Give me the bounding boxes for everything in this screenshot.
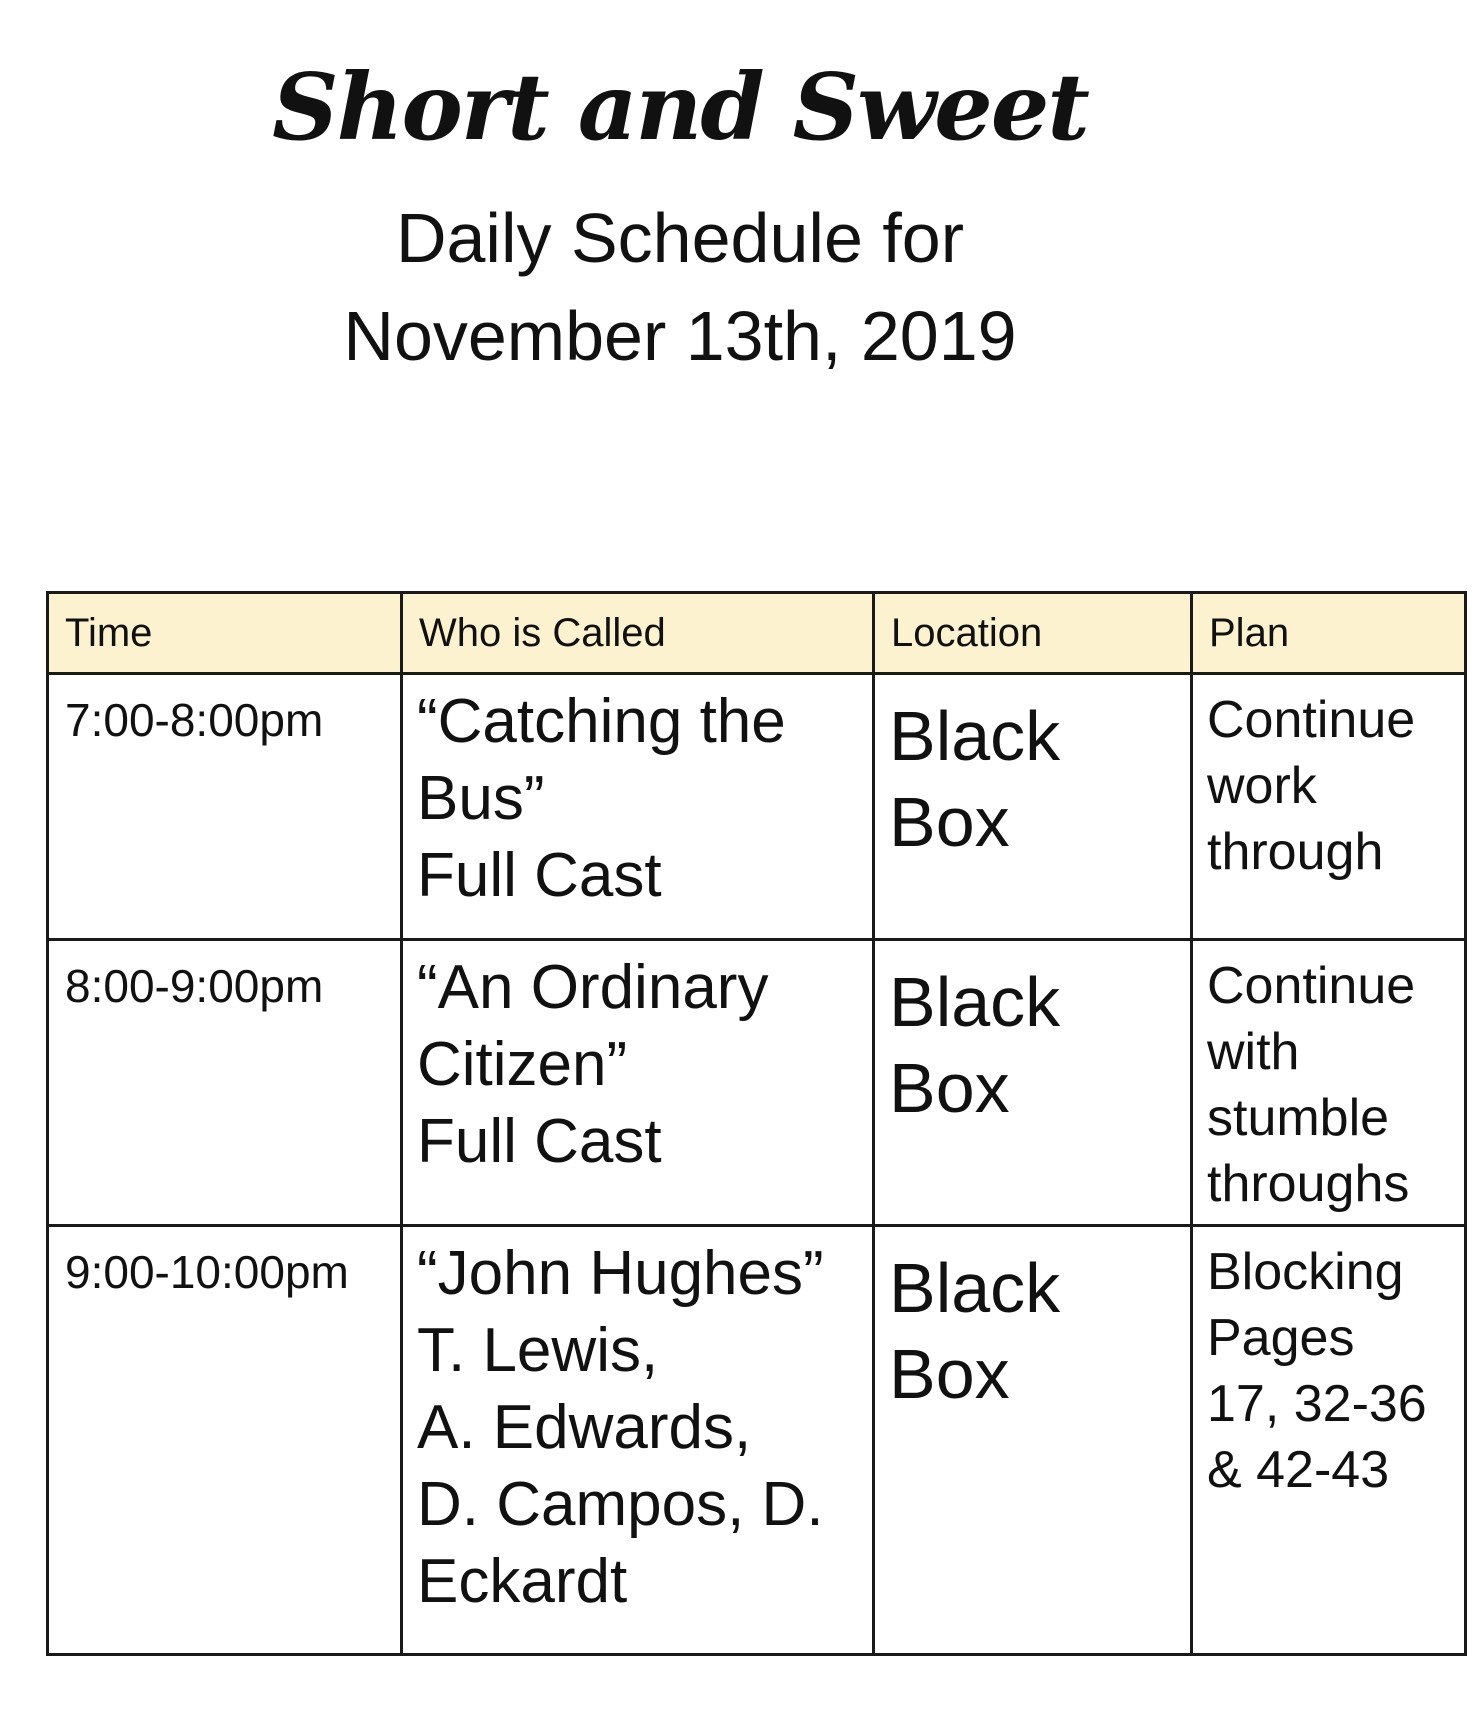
table-row	[48, 674, 1466, 940]
who-line: Eckardt	[417, 1547, 628, 1616]
who-cell	[402, 674, 874, 940]
location-cell	[874, 674, 1192, 940]
column-header-plan: Plan	[1192, 593, 1466, 674]
who-line: “Catching the	[417, 687, 786, 756]
who-line: A. Edwards,	[417, 1393, 752, 1462]
location-line: Black	[889, 1249, 1061, 1327]
plan-cell	[1192, 674, 1466, 940]
table-header-row	[48, 593, 1466, 674]
table-row	[48, 1226, 1466, 1655]
who-line: “John Hughes”	[417, 1239, 824, 1308]
who-cell	[402, 940, 874, 1226]
location-line: Box	[889, 1335, 1010, 1413]
who-line: “An Ordinary	[417, 953, 769, 1022]
plan-line: 17, 32-36	[1207, 1375, 1427, 1433]
location-cell	[874, 1226, 1192, 1655]
table-row	[48, 940, 1466, 1226]
plan-line: Continue	[1207, 957, 1416, 1015]
who-line: D. Campos, D.	[417, 1470, 824, 1539]
who-line: Full Cast	[417, 1107, 662, 1176]
plan-line: Blocking	[1207, 1243, 1404, 1301]
time-cell: 7:00-8:00pm	[48, 674, 402, 940]
column-header-who-is-called: Who is Called	[402, 593, 874, 674]
who-line: Bus”	[417, 764, 545, 833]
plan-line: Pages	[1207, 1309, 1355, 1367]
plan-line: & 42-43	[1207, 1441, 1390, 1499]
plan-line: through	[1207, 823, 1384, 881]
plan-cell	[1192, 940, 1466, 1226]
location-line: Box	[889, 783, 1010, 861]
schedule-title: Short and Sweet	[272, 53, 1088, 161]
location-line: Box	[889, 1049, 1010, 1127]
plan-line: Continue	[1207, 691, 1416, 749]
who-line: Citizen”	[417, 1030, 628, 1099]
location-line: Black	[889, 697, 1061, 775]
who-line: Full Cast	[417, 841, 662, 910]
plan-line: with	[1207, 1023, 1300, 1081]
column-header-location: Location	[874, 593, 1192, 674]
plan-line: stumble	[1207, 1089, 1390, 1147]
location-line: Black	[889, 963, 1061, 1041]
time-cell: 8:00-9:00pm	[48, 940, 402, 1226]
who-cell	[402, 1226, 874, 1655]
plan-cell	[1192, 1226, 1466, 1655]
schedule-date: November 13th, 2019	[343, 297, 1017, 375]
schedule-table	[46, 591, 1467, 1656]
plan-line: throughs	[1207, 1155, 1410, 1213]
schedule-subtitle-line1: Daily Schedule for	[395, 199, 965, 277]
location-cell	[874, 940, 1192, 1226]
who-line: T. Lewis,	[417, 1316, 659, 1385]
plan-line: work	[1207, 757, 1317, 815]
column-header-time: Time	[48, 593, 402, 674]
time-cell: 9:00-10:00pm	[48, 1226, 402, 1655]
